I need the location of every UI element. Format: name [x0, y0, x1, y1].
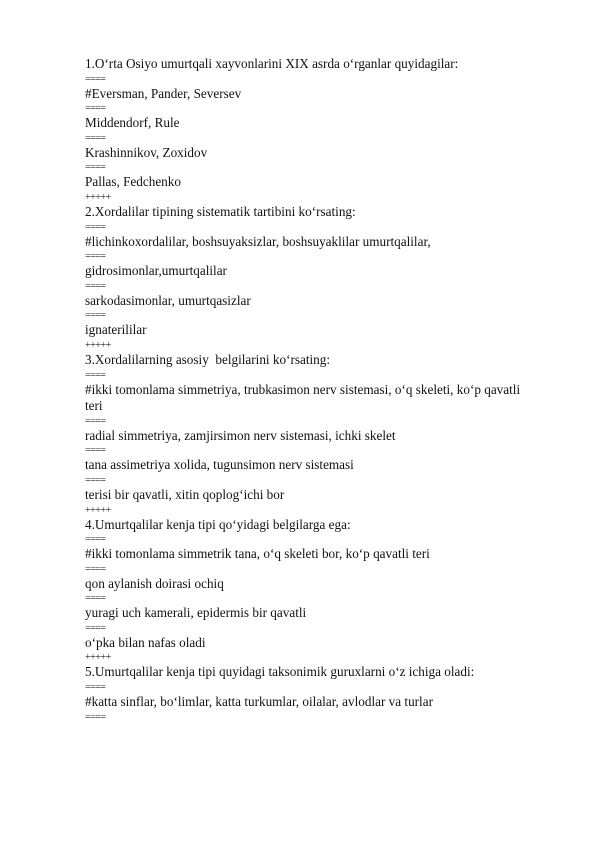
option-separator: ====: [85, 280, 106, 292]
answer-option: Krashinnikov, Zoxidov: [85, 144, 208, 160]
answer-option: Middendorf, Rule: [85, 115, 180, 131]
answer-option: qon aylanish doirasi ochiq: [85, 575, 224, 591]
question-text: 1.O‘rta Osiyo umurtqali xayvonlarini XIX asrda o‘rganlar quyidagilar:: [85, 56, 459, 71]
correct-answer-option: #lichinkoxordalilar, boshsuyaksizlar, boshsuyaklilar umurtqalilar,: [85, 233, 431, 249]
option-separator: ====: [85, 132, 106, 144]
answer-option: ignaterililar: [85, 322, 147, 338]
correct-answer-option: #ikki tomonlama simmetrik tana, o‘q skeleti bor, ko‘p qavatli teri: [85, 546, 430, 562]
answer-option: tana assimetriya xolida, tugunsimon nerv sistemasi: [85, 457, 354, 473]
question-separator: +++++: [85, 339, 111, 351]
option-separator: ====: [85, 445, 106, 457]
correct-answer-option: #Eversman, Pander, Seversev: [85, 85, 242, 101]
option-separator: ====: [85, 534, 106, 546]
option-separator: ====: [85, 682, 106, 694]
option-separator: ====: [85, 474, 106, 486]
option-separator: ====: [85, 369, 106, 381]
option-separator: ====: [85, 251, 106, 263]
question-separator: +++++: [85, 652, 111, 664]
option-separator: ====: [85, 103, 106, 115]
option-separator: ====: [85, 310, 106, 322]
question-text: 5.Umurtqalilar kenja tipi quyidagi taksonimik guruxlarni o‘z ichiga oladi:: [85, 664, 475, 680]
answer-option: Pallas, Fedchenko: [85, 174, 181, 190]
option-separator: ====: [85, 162, 106, 174]
answer-option: sarkodasimonlar, umurtqasizlar: [85, 292, 251, 308]
option-separator: ====: [85, 73, 106, 85]
question-text: 2.Xordalilar tipining sistematik tartibini ko‘rsating:: [85, 203, 356, 219]
answer-option: terisi bir qavatli, xitin qoplog‘ichi bor: [85, 486, 285, 502]
test-questions-body: [85, 56, 525, 724]
answer-option: gidrosimonlar,umurtqalilar: [85, 263, 227, 279]
option-separator: ====: [85, 415, 106, 427]
answer-option: radial simmetriya, zamjirsimon nerv sistemasi, ichki skelet: [85, 427, 396, 443]
option-separator: ====: [85, 221, 106, 233]
option-separator: ====: [85, 622, 106, 634]
correct-answer-option: #ikki tomonlama simmetriya, trubkasimon nerv sistemasi, o‘q skeleti, ko‘p qavatli teri: [85, 381, 521, 414]
question-separator: +++++: [85, 191, 111, 203]
answer-option: yuragi uch kamerali, epidermis bir qavatli: [85, 605, 307, 621]
option-separator: ====: [85, 563, 106, 575]
question-text: 3.Xordalilarning asosiy belgilarini ko‘rsating:: [85, 351, 331, 367]
correct-answer-option: #katta sinflar, bo‘limlar, katta turkumlar, oilalar, avlodlar va turlar: [85, 694, 433, 710]
question-separator: +++++: [85, 504, 111, 516]
question-text: 4.Umurtqalilar kenja tipi qo‘yidagi belgilarga ega:: [85, 516, 351, 532]
answer-option: o‘pka bilan nafas oladi: [85, 634, 206, 650]
option-separator: ====: [85, 711, 106, 723]
option-separator: ====: [85, 593, 106, 605]
